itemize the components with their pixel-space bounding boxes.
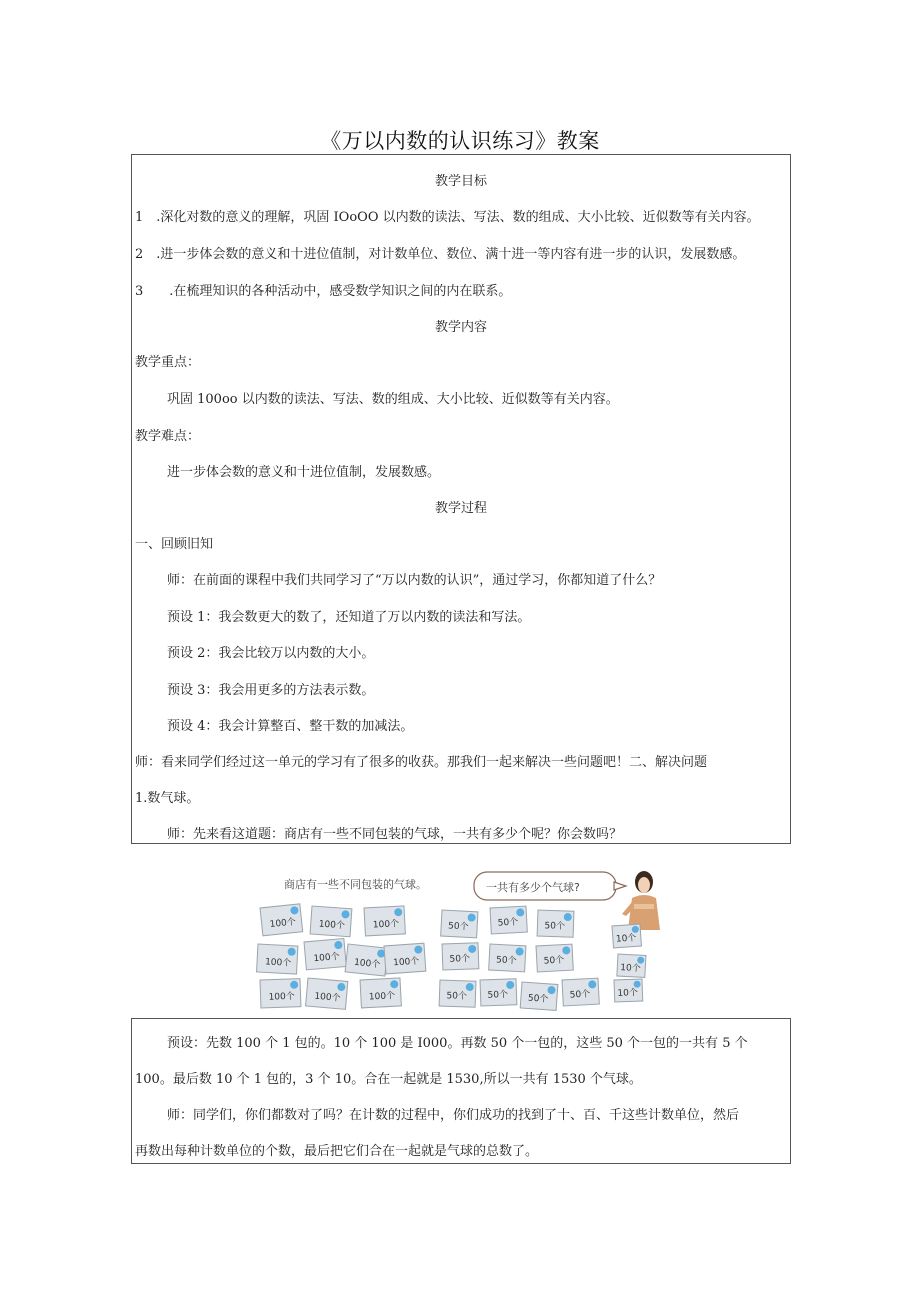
svg-text:10个: 10个 [620, 963, 641, 975]
pack-100 [310, 906, 352, 937]
pack-50 [520, 982, 558, 1010]
teacher-figure-icon [622, 871, 660, 930]
pack-100 [257, 944, 298, 974]
solution-teacher-line-1: 师：同学们，你们都数对了吗？在计数的过程中，你们成功的找到了十、百、千这些计数单位，然后 [167, 1108, 740, 1123]
teacher-transition: 师：看来同学们经过这一单元的学习有了很多的收获。那我们一起来解决一些问题吧！二、解决问题 [135, 755, 708, 770]
pack-50 [537, 910, 574, 937]
pack-10 [617, 954, 646, 977]
svg-text:50个: 50个 [446, 991, 468, 1002]
svg-text:50个: 50个 [544, 921, 566, 932]
solution-preset-line-1: 预设：先数 100 个 1 包的。10 个 100 是 I000。再数 50 个一包的，这些 50 个一包的一共有 5 个 [167, 1036, 748, 1051]
pack-50-group [439, 906, 599, 1010]
pack-50 [536, 944, 573, 972]
difficulty-text: 进一步体会数的意义和十进位值制，发展数感。 [167, 465, 441, 480]
difficulty-label: 教学难点： [135, 429, 201, 444]
svg-text:100个: 100个 [368, 991, 396, 1003]
pack-100-group [257, 904, 426, 1010]
svg-text:100个: 100个 [268, 991, 295, 1003]
svg-text:50个: 50个 [543, 955, 565, 967]
pack-10-group [612, 924, 646, 1002]
process-heading: 教学过程 [434, 501, 487, 516]
pack-10 [612, 924, 641, 948]
pack-100 [345, 944, 388, 976]
preset-2: 预设 2：我会比较万以内数的大小。 [167, 646, 375, 661]
svg-text:50个: 50个 [497, 917, 519, 929]
svg-text:50个: 50个 [569, 989, 591, 1001]
svg-text:100个: 100个 [313, 951, 341, 965]
pack-50 [562, 978, 599, 1006]
item-count-balloons: 1.数气球。 [135, 791, 200, 806]
section-review-heading: 一、回顾旧知 [135, 537, 214, 552]
svg-text:100个: 100个 [392, 956, 420, 969]
svg-text:100个: 100个 [318, 919, 346, 932]
svg-text:50个: 50个 [449, 954, 471, 965]
teacher-question: 师：在前面的课程中我们共同学习了“万以内数的认识”，通过学习，你都知道了什么？ [167, 573, 662, 588]
svg-text:50个: 50个 [447, 921, 469, 933]
preset-4: 预设 4：我会计算整百、整干数的加减法。 [167, 719, 414, 734]
key-points-text: 巩固 100oo 以内数的读法、写法、数的组成、大小比较、近似数等有关内容。 [167, 392, 619, 407]
pack-50 [480, 979, 517, 1006]
speech-bubble-tail [614, 882, 626, 890]
pack-100 [384, 943, 426, 974]
pack-100 [306, 978, 348, 1009]
lesson-table-main [131, 154, 791, 844]
svg-text:50个: 50个 [495, 955, 517, 967]
pack-50 [439, 980, 476, 1007]
svg-text:10个: 10个 [617, 988, 639, 999]
preset-3: 预设 3：我会用更多的方法表示数。 [167, 683, 375, 698]
pack-50 [489, 944, 526, 972]
svg-text:50个: 50个 [527, 993, 549, 1005]
svg-text:100个: 100个 [353, 957, 381, 971]
content-heading: 教学内容 [434, 320, 487, 335]
objective-item-1: 1 .深化对数的意义的理解，巩固 IOoOO 以内数的读法、写法、数的组成、大小比较、近似数等有关内容。 [135, 210, 760, 225]
pack-100 [360, 978, 401, 1008]
svg-text:100个: 100个 [269, 917, 297, 931]
preset-1: 预设 1：我会数更大的数了，还知道了万以内数的读法和写法。 [167, 610, 531, 625]
pack-50 [442, 943, 479, 970]
pack-50 [441, 910, 478, 938]
pack-100 [260, 979, 301, 1008]
objectives-heading: 教学目标 [434, 174, 487, 189]
lesson-table-solution [131, 1018, 791, 1164]
pack-100 [260, 904, 303, 936]
pack-100 [364, 906, 405, 936]
pack-10 [614, 979, 643, 1002]
svg-text:50个: 50个 [487, 990, 509, 1001]
key-points-label: 教学重点： [135, 355, 201, 370]
document-title: 《万以内数的认识练习》教案 [320, 129, 600, 153]
pack-50 [490, 906, 527, 934]
objective-item-3: 3 .在梳理知识的各种活动中，感受数学知识之间的内在联系。 [135, 284, 512, 299]
speech-text: 一共有多少个气球? [486, 881, 580, 894]
caption-left: 商店有一些不同包装的气球。 [284, 878, 427, 891]
svg-text:100个: 100个 [372, 919, 400, 931]
svg-text:10个: 10个 [615, 933, 637, 945]
balloon-illustration [256, 868, 668, 1014]
svg-text:100个: 100个 [313, 991, 341, 1004]
pack-100 [304, 939, 346, 970]
teacher-question-2: 师：先来看这道题：商店有一些不同包装的气球，一共有多少个呢？你会数吗？ [167, 827, 623, 842]
solution-teacher-line-2: 再数出每种计数单位的个数，最后把它们合在一起就是气球的总数了。 [135, 1144, 539, 1159]
objective-item-2: 2 .进一步体会数的意义和十进位值制，对计数单位、数位、满十进一等内容有进一步的认识，发展数感。 [135, 247, 746, 262]
svg-text:100个: 100个 [264, 957, 292, 969]
solution-preset-line-2: 100。最后数 10 个 1 包的，3 个 10。合在一起就是 1530,所以一共有 1530 个气球。 [135, 1072, 642, 1087]
